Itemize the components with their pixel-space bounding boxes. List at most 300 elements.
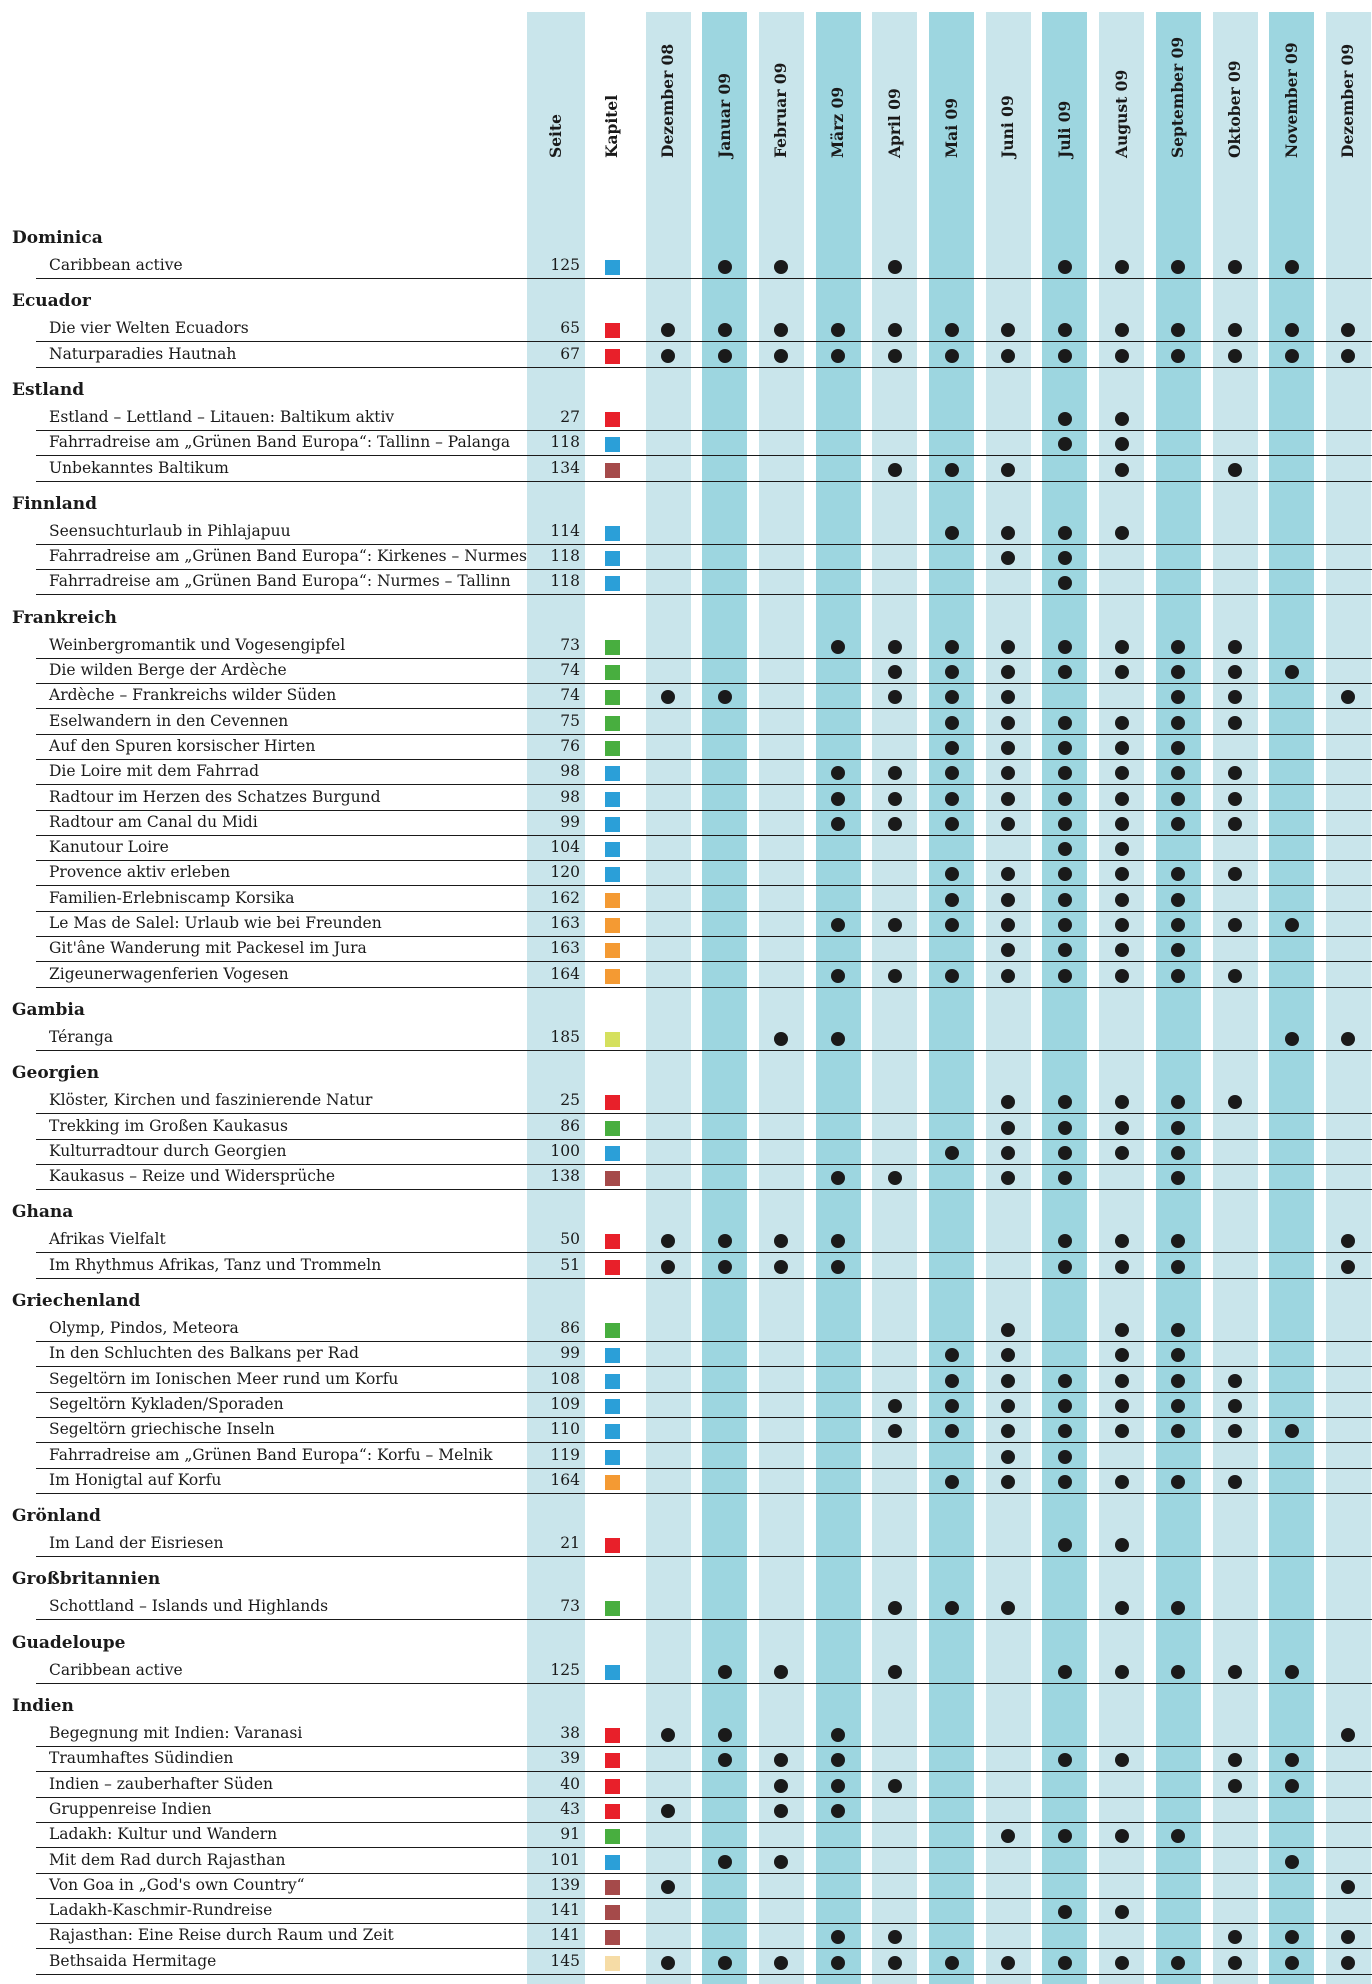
availability-dot xyxy=(1285,1665,1299,1679)
month-header: März 09 xyxy=(828,86,848,158)
page-number: 145 xyxy=(550,1951,580,1970)
availability-dot xyxy=(1115,1121,1129,1135)
availability-dot xyxy=(1058,766,1072,780)
availability-dot xyxy=(1285,349,1299,363)
availability-dot xyxy=(945,918,959,932)
kapitel-marker xyxy=(605,1905,620,1920)
tour-name: Git'âne Wanderung mit Packesel im Jura xyxy=(49,939,367,958)
availability-dot xyxy=(1115,1348,1129,1362)
availability-dot xyxy=(888,1171,902,1185)
month-column-bg xyxy=(1042,12,1087,1984)
page-number: 50 xyxy=(560,1230,580,1249)
tour-name: Fahrradreise am „Grünen Band Europa“: Nurmes – Tallinn xyxy=(49,572,511,591)
availability-dot xyxy=(1285,1032,1299,1046)
kapitel-marker xyxy=(605,1450,620,1465)
row-divider xyxy=(36,1468,1372,1469)
kapitel-marker xyxy=(605,1121,620,1136)
availability-dot xyxy=(1115,1260,1129,1274)
tour-name: Eselwandern in den Cevennen xyxy=(49,711,289,730)
page-number: 114 xyxy=(550,521,580,540)
availability-dot xyxy=(888,690,902,704)
availability-dot xyxy=(1171,969,1185,983)
tour-name: Afrikas Vielfalt xyxy=(49,1230,166,1249)
availability-dot xyxy=(1115,1095,1129,1109)
availability-dot xyxy=(1171,1260,1185,1274)
availability-dot xyxy=(1001,526,1015,540)
row-divider xyxy=(36,1797,1372,1798)
availability-dot xyxy=(1058,1665,1072,1679)
month-header: Juni 09 xyxy=(998,95,1018,158)
availability-dot xyxy=(1115,260,1129,274)
availability-dot xyxy=(1228,665,1242,679)
availability-dot xyxy=(661,1728,675,1742)
row-divider xyxy=(36,1189,1372,1190)
page-number: 51 xyxy=(560,1255,580,1274)
month-header: Januar 09 xyxy=(714,72,734,158)
row-divider xyxy=(36,961,1372,962)
kapitel-marker xyxy=(605,893,620,908)
availability-dot xyxy=(945,1348,959,1362)
availability-dot xyxy=(1115,817,1129,831)
tour-name: Begegnung mit Indien: Varanasi xyxy=(49,1724,303,1742)
availability-dot xyxy=(1058,842,1072,856)
availability-dot xyxy=(1115,437,1129,451)
tour-name: Ardèche – Frankreichs wilder Süden xyxy=(49,686,337,705)
availability-dot xyxy=(1115,1753,1129,1767)
row-divider xyxy=(36,1898,1372,1899)
availability-dot xyxy=(1285,260,1299,274)
availability-dot xyxy=(1001,1399,1015,1413)
availability-dot xyxy=(1171,1475,1185,1489)
availability-dot xyxy=(831,1779,845,1793)
kapitel-header: Kapitel xyxy=(602,94,621,158)
month-column-bg xyxy=(1213,12,1258,1984)
kapitel-marker xyxy=(605,1260,620,1275)
availability-dot xyxy=(1115,1905,1129,1919)
row-divider xyxy=(36,1392,1372,1393)
row-divider xyxy=(36,1493,1372,1494)
page-number: 164 xyxy=(550,964,580,983)
row-divider xyxy=(36,1442,1372,1443)
month-header: Juli 09 xyxy=(1054,100,1074,158)
tour-name: Seensuchturlaub in Pihlajapuu xyxy=(49,521,291,540)
row-divider xyxy=(36,1366,1372,1367)
availability-dot xyxy=(718,349,732,363)
page-number: 39 xyxy=(560,1749,580,1768)
availability-dot xyxy=(718,1260,732,1274)
tour-name: Segeltörn im Ionischen Meer rund um Korfu xyxy=(49,1369,399,1388)
availability-dot xyxy=(1115,349,1129,363)
page-number: 163 xyxy=(550,939,580,958)
row-divider xyxy=(36,1050,1372,1051)
kapitel-marker xyxy=(605,665,620,680)
page-number: 27 xyxy=(560,407,580,426)
availability-dot xyxy=(1115,1538,1129,1552)
kapitel-marker xyxy=(605,1146,620,1161)
availability-dot xyxy=(1058,1538,1072,1552)
availability-dot xyxy=(1058,817,1072,831)
tour-name: Im Rhythmus Afrikas, Tanz und Trommeln xyxy=(49,1255,382,1274)
seite-column-bg xyxy=(527,12,585,1984)
availability-dot xyxy=(1058,260,1072,274)
page-number: 98 xyxy=(560,762,580,781)
availability-dot xyxy=(1228,1956,1242,1970)
availability-dot xyxy=(1058,1171,1072,1185)
kapitel-marker xyxy=(605,1779,620,1794)
availability-dot xyxy=(1228,817,1242,831)
availability-dot xyxy=(1115,1374,1129,1388)
row-divider xyxy=(36,936,1372,937)
page-number: 141 xyxy=(550,1901,580,1920)
availability-dot xyxy=(1058,1095,1072,1109)
availability-dot xyxy=(1341,349,1355,363)
row-divider xyxy=(36,911,1372,912)
kapitel-marker xyxy=(605,1753,620,1768)
availability-dot xyxy=(1001,640,1015,654)
availability-dot xyxy=(1171,1956,1185,1970)
availability-dot xyxy=(1058,1260,1072,1274)
availability-dot xyxy=(1115,842,1129,856)
kapitel-marker xyxy=(605,1601,620,1616)
tour-name: Traumhaftes Südindien xyxy=(49,1749,234,1768)
availability-dot xyxy=(831,792,845,806)
availability-dot xyxy=(888,766,902,780)
tour-name: Die vier Welten Ecuadors xyxy=(49,319,249,338)
row-divider xyxy=(36,708,1372,709)
availability-dot xyxy=(945,817,959,831)
availability-dot xyxy=(661,349,675,363)
tour-name: Segeltörn Kykladen/Sporaden xyxy=(49,1394,284,1413)
availability-dot xyxy=(1171,817,1185,831)
availability-dot xyxy=(1115,867,1129,881)
availability-dot xyxy=(1228,918,1242,932)
availability-dot xyxy=(1228,1665,1242,1679)
availability-dot xyxy=(1058,412,1072,426)
availability-dot xyxy=(1115,918,1129,932)
page-number: 99 xyxy=(560,812,580,831)
availability-dot xyxy=(945,690,959,704)
availability-dot xyxy=(1115,969,1129,983)
availability-dot xyxy=(1001,1956,1015,1970)
row-divider xyxy=(36,1822,1372,1823)
tour-name: Schottland – Islands und Highlands xyxy=(49,1597,329,1616)
availability-dot xyxy=(1058,1399,1072,1413)
country-heading: Indien xyxy=(12,1696,74,1716)
kapitel-marker xyxy=(605,842,620,857)
availability-dot xyxy=(1115,1234,1129,1248)
availability-dot xyxy=(1285,1855,1299,1869)
page-number: 164 xyxy=(550,1470,580,1489)
availability-dot xyxy=(1285,1930,1299,1944)
availability-dot xyxy=(831,918,845,932)
availability-dot xyxy=(1115,1424,1129,1438)
availability-dot xyxy=(945,867,959,881)
availability-dot xyxy=(945,716,959,730)
kapitel-marker xyxy=(605,526,620,541)
availability-dot xyxy=(1171,893,1185,907)
month-header: Februar 09 xyxy=(771,62,791,158)
kapitel-marker xyxy=(605,1171,620,1186)
availability-dot xyxy=(1115,1146,1129,1160)
availability-dot xyxy=(1228,716,1242,730)
row-divider xyxy=(36,569,1372,570)
page-number: 38 xyxy=(560,1724,580,1742)
month-header: Dezember 08 xyxy=(658,43,677,158)
availability-dot xyxy=(1228,640,1242,654)
availability-dot xyxy=(1001,463,1015,477)
availability-dot xyxy=(1001,1475,1015,1489)
availability-dot xyxy=(1285,323,1299,337)
tour-name: Trekking im Großen Kaukasus xyxy=(49,1116,288,1135)
tour-name: Naturparadies Hautnah xyxy=(49,344,237,363)
availability-dot xyxy=(1001,349,1015,363)
kapitel-marker xyxy=(605,1665,620,1680)
kapitel-marker xyxy=(605,766,620,781)
availability-dot xyxy=(1228,1374,1242,1388)
row-divider xyxy=(36,430,1372,431)
kapitel-marker xyxy=(605,792,620,807)
availability-dot xyxy=(1058,1956,1072,1970)
tour-name: Rajasthan: Eine Reise durch Raum und Zeit xyxy=(49,1926,394,1945)
availability-dot xyxy=(1228,260,1242,274)
page-number: 108 xyxy=(550,1369,580,1388)
availability-dot xyxy=(718,1665,732,1679)
availability-dot xyxy=(888,349,902,363)
availability-dot xyxy=(718,1234,732,1248)
tour-name: Von Goa in „God's own Country“ xyxy=(49,1875,305,1894)
kapitel-marker xyxy=(605,1956,620,1971)
tour-name: Kanutour Loire xyxy=(49,838,169,857)
availability-dot xyxy=(1171,1121,1185,1135)
kapitel-marker xyxy=(605,918,620,933)
availability-dot xyxy=(945,1956,959,1970)
availability-dot xyxy=(1058,1475,1072,1489)
availability-dot xyxy=(1058,551,1072,565)
row-divider xyxy=(36,1252,1372,1253)
availability-dot xyxy=(1115,1956,1129,1970)
row-divider xyxy=(36,1164,1372,1165)
page-number: 21 xyxy=(560,1534,580,1553)
month-header: Oktober 09 xyxy=(1225,60,1244,158)
availability-dot xyxy=(945,665,959,679)
tour-name: Ladakh: Kultur und Wandern xyxy=(49,1825,278,1844)
availability-dot xyxy=(1058,1121,1072,1135)
availability-dot xyxy=(1058,716,1072,730)
page-number: 73 xyxy=(560,1597,580,1616)
kapitel-marker xyxy=(605,1538,620,1553)
availability-dot xyxy=(1001,716,1015,730)
row-divider xyxy=(36,1619,1372,1620)
availability-dot xyxy=(945,792,959,806)
kapitel-marker xyxy=(605,1234,620,1249)
page-number: 104 xyxy=(550,838,580,857)
row-divider xyxy=(36,1974,1372,1975)
tour-name: Familien-Erlebniscamp Korsika xyxy=(49,888,295,907)
availability-dot xyxy=(1115,1323,1129,1337)
tour-name: Radtour am Canal du Midi xyxy=(49,812,258,831)
row-divider xyxy=(36,759,1372,760)
kapitel-marker xyxy=(605,260,620,275)
page-number: 100 xyxy=(550,1141,580,1160)
country-heading: Estland xyxy=(12,379,85,400)
tour-name: Klöster, Kirchen und faszinierende Natur xyxy=(49,1091,373,1110)
availability-dot xyxy=(831,349,845,363)
page-number: 119 xyxy=(550,1445,580,1464)
availability-dot xyxy=(718,260,732,274)
row-divider xyxy=(36,683,1372,684)
kapitel-marker xyxy=(605,437,620,452)
availability-dot xyxy=(1115,640,1129,654)
row-divider xyxy=(36,1683,1372,1684)
kapitel-marker xyxy=(605,817,620,832)
availability-dot xyxy=(1001,741,1015,755)
page-number: 125 xyxy=(550,1660,580,1679)
month-column-bg xyxy=(872,12,917,1984)
country-heading: Frankreich xyxy=(12,607,117,628)
availability-dot xyxy=(831,640,845,654)
availability-dot xyxy=(831,969,845,983)
page-number: 162 xyxy=(550,888,580,907)
row-divider xyxy=(36,1139,1372,1140)
tour-name: Caribbean active xyxy=(49,256,183,274)
availability-dot xyxy=(888,260,902,274)
row-divider xyxy=(36,1923,1372,1924)
availability-dot xyxy=(1115,323,1129,337)
availability-dot xyxy=(831,1804,845,1818)
tour-name: Im Land der Eisriesen xyxy=(49,1534,224,1553)
kapitel-marker xyxy=(605,412,620,427)
page-number: 86 xyxy=(560,1319,580,1337)
availability-dot xyxy=(1058,349,1072,363)
availability-dot xyxy=(888,323,902,337)
availability-dot xyxy=(1058,665,1072,679)
country-heading: Ecuador xyxy=(12,291,91,312)
tour-name: Kaukasus – Reize und Widersprüche xyxy=(49,1167,336,1186)
tour-name: Téranga xyxy=(49,1027,114,1046)
availability-dot xyxy=(1171,1374,1185,1388)
page-number: 120 xyxy=(550,863,580,882)
availability-dot xyxy=(1058,893,1072,907)
availability-dot xyxy=(945,893,959,907)
availability-dot xyxy=(661,1260,675,1274)
availability-dot xyxy=(831,817,845,831)
availability-dot xyxy=(945,1475,959,1489)
availability-dot xyxy=(1115,526,1129,540)
availability-dot xyxy=(945,526,959,540)
availability-dot xyxy=(888,1779,902,1793)
month-column-bg xyxy=(929,12,974,1984)
month-column-bg xyxy=(816,12,861,1984)
kapitel-marker xyxy=(605,1095,620,1110)
month-column-bg xyxy=(702,12,747,1984)
kapitel-marker xyxy=(605,1829,620,1844)
availability-dot xyxy=(1058,1424,1072,1438)
country-heading: Guadeloupe xyxy=(12,1632,126,1653)
availability-dot xyxy=(718,1728,732,1742)
kapitel-marker xyxy=(605,640,620,655)
country-heading: Dominica xyxy=(12,228,103,248)
availability-dot xyxy=(1058,918,1072,932)
availability-dot xyxy=(945,1399,959,1413)
tour-name: Die Loire mit dem Fahrrad xyxy=(49,762,260,781)
availability-dot xyxy=(1228,349,1242,363)
month-column-bg xyxy=(1156,12,1201,1984)
country-heading: Finnland xyxy=(12,493,97,514)
page-number: 163 xyxy=(550,914,580,932)
tour-name: Caribbean active xyxy=(49,1660,183,1679)
tour-name: Provence aktiv erleben xyxy=(49,863,231,882)
availability-dot xyxy=(945,1374,959,1388)
availability-dot xyxy=(1001,1121,1015,1135)
row-divider xyxy=(36,987,1372,988)
row-divider xyxy=(36,278,1372,279)
availability-dot xyxy=(1115,1829,1129,1843)
month-header: April 09 xyxy=(884,88,904,158)
availability-dot xyxy=(718,1956,732,1970)
availability-dot xyxy=(718,1753,732,1767)
row-divider xyxy=(36,784,1372,785)
availability-dot xyxy=(661,1804,675,1818)
availability-dot xyxy=(945,1146,959,1160)
availability-dot xyxy=(1171,792,1185,806)
availability-dot xyxy=(718,323,732,337)
availability-dot xyxy=(1285,1424,1299,1438)
availability-dot xyxy=(1115,716,1129,730)
kapitel-marker xyxy=(605,323,620,338)
tour-name: Radtour im Herzen des Schatzes Burgund xyxy=(49,787,381,806)
availability-dot xyxy=(1001,817,1015,831)
availability-dot xyxy=(888,1956,902,1970)
row-divider xyxy=(36,885,1372,886)
availability-dot xyxy=(1228,463,1242,477)
availability-dot xyxy=(1115,1665,1129,1679)
tour-name: Im Honigtal auf Korfu xyxy=(49,1470,222,1489)
availability-dot xyxy=(1058,640,1072,654)
row-divider xyxy=(36,1341,1372,1342)
tour-name: Estland – Lettland – Litauen: Baltikum aktiv xyxy=(49,407,395,426)
availability-dot xyxy=(774,1779,788,1793)
month-column-bg xyxy=(1099,12,1144,1984)
kapitel-marker xyxy=(605,1930,620,1945)
tour-name: Fahrradreise am „Grünen Band Europa“: Korfu – Melnik xyxy=(49,1445,493,1464)
row-divider xyxy=(36,835,1372,836)
kapitel-marker xyxy=(605,463,620,478)
kapitel-marker xyxy=(605,551,620,566)
month-column-bg xyxy=(759,12,804,1984)
month-header: Dezember 09 xyxy=(1338,43,1358,158)
row-divider xyxy=(36,594,1372,595)
availability-dot xyxy=(1115,412,1129,426)
row-divider xyxy=(36,860,1372,861)
availability-dot xyxy=(1228,1399,1242,1413)
availability-dot xyxy=(718,1855,732,1869)
seite-header: Seite xyxy=(546,114,565,158)
availability-dot xyxy=(888,1399,902,1413)
country-heading: Georgien xyxy=(12,1063,100,1084)
availability-dot xyxy=(1058,1374,1072,1388)
page-number: 73 xyxy=(560,635,580,654)
row-divider xyxy=(36,1113,1372,1114)
availability-dot xyxy=(661,1956,675,1970)
page-number: 40 xyxy=(560,1774,580,1793)
availability-dot xyxy=(888,792,902,806)
availability-dot xyxy=(1115,463,1129,477)
page-number: 91 xyxy=(560,1825,580,1844)
availability-dot xyxy=(1285,665,1299,679)
month-column-bg xyxy=(646,12,691,1984)
page-number: 101 xyxy=(550,1850,580,1869)
availability-dot xyxy=(1115,943,1129,957)
